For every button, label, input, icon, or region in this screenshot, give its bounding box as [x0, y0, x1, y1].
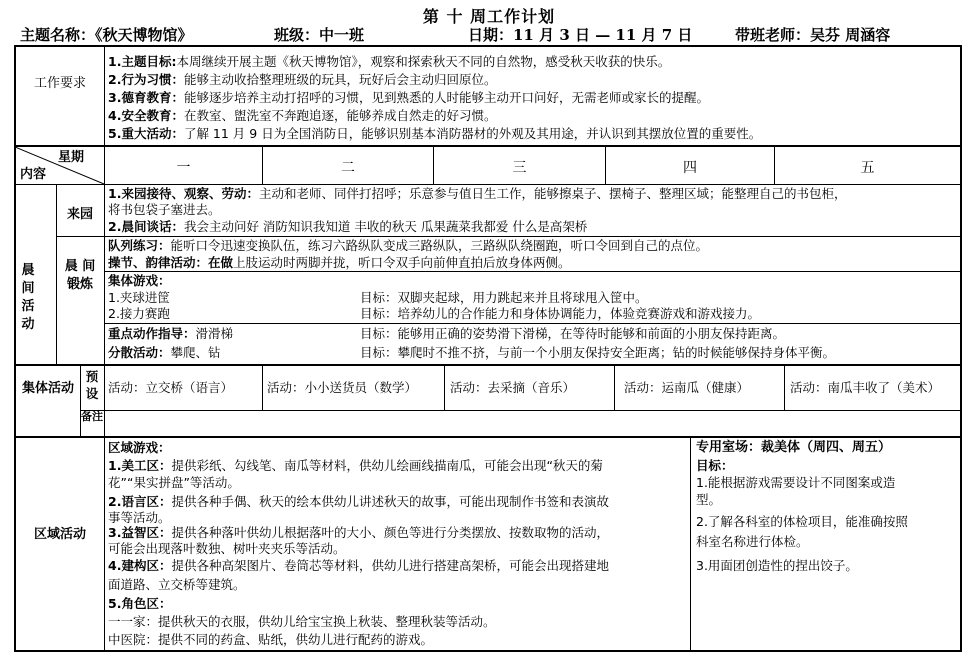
group-game-title: 集体游戏：: [108, 273, 171, 288]
gym-line: 操节、韵律活动：在做上肢运动时两脚并拢，听口令双手向前伸直拍后放身体两侧。: [108, 255, 571, 270]
requirement-item: 5.重大活动：了解 11 月 9 日为全国消防日，能够识别基本消防器材的外观及其用途，并认识到其摆放位置的重要性。: [108, 126, 762, 141]
area-line: 面道路、立交桥等建筑。: [108, 577, 246, 592]
room-goal-label: 目标：: [696, 458, 734, 473]
drill-line: 队列练习：能听口令迅速变换队伍，练习六路纵队变成三路纵队，三路纵队绕圈跑，听口令回到自己的点位。: [108, 238, 709, 253]
area-line: 可能会出现落叶数独、树叶夹夹乐等活动。: [108, 541, 346, 556]
arrival-label: 来园: [66, 207, 93, 222]
weekday-tue: 二: [341, 160, 355, 176]
morning-label: 晨 间 活 动: [21, 263, 35, 332]
area-line: 2.语言区：提供各种手偶、秋天的绘本供幼儿讲述秋天的故事，可能出现制作书签和表演故: [108, 494, 609, 509]
note-label: 备注: [81, 410, 103, 423]
split-activity-goal: 目标：攀爬时不推不挤，与前一个小朋友保持安全距离；钻的时候能够保持身体平衡。: [360, 345, 836, 360]
area-line: 5.角色区：: [108, 596, 172, 611]
room-goal: 2.了解各科室的体检项目，能准确按照: [696, 514, 908, 529]
activity-thu: 活动：运南瓜（健康）: [624, 380, 750, 395]
teacher-names: 带班老师：吴芬 周涵容: [735, 26, 891, 44]
group-activity-label: [16, 380, 80, 398]
area-label: [16, 525, 104, 545]
room-title: 专用室场：裁美体（周四、周五）: [696, 440, 892, 455]
area-label-text: 区域活动: [33, 527, 86, 542]
talk-line: 2.晨间谈话：我会主动问好 消防知识我知道 丰收的秋天 瓜果蔬菜我都爱 什么是高架桥: [108, 219, 588, 234]
activity-tue: 活动：小小送货员（数学）: [267, 380, 418, 395]
date-range: 日期：11 月 3 日 — 11 月 7 日: [468, 26, 693, 44]
weekday-mon: 一: [176, 160, 191, 176]
plan-label: 预设: [85, 369, 99, 401]
area-line: 3.益智区：提供各种落叶供幼儿根据落叶的大小、颜色等进行分类摆放、按数取物的活动，: [108, 525, 609, 540]
area-title: 区域游戏：: [108, 440, 171, 455]
requirement-item: 2.行为习惯：能够主动收拾整理班级的玩具，玩好后会主动归回原位。: [108, 72, 497, 87]
split-activity-line: 分散活动：攀爬、钻: [108, 345, 221, 360]
game-goal: 目标：培养幼儿的合作能力和身体协调能力，体验竞赛游戏和游戏接力。: [360, 306, 761, 321]
area-line: 花”“果实拼盘”等活动。: [108, 475, 240, 490]
requirements-label: 工作要求: [33, 76, 86, 91]
requirement-item: 3.德育教育：能够逐步培养主动打招呼的习惯，见到熟悉的人时能够主动开口问好，无需老师或家长的提醒。: [108, 90, 709, 105]
requirement-item: 4.安全教育：在教室、盥洗室不奔跑追逐，能够养成自然走的好习惯。: [108, 108, 497, 123]
arrival-line: 1.来园接待、观察、劳动：主动和老师、同伴打招呼；乐意参与值日生工作，能够擦桌子、摆椅子、整理区域；能整理自己的书包柜，: [108, 186, 847, 201]
game-goal: 目标：双脚夹起球，用力跳起来并且将球甩入筐中。: [360, 290, 648, 305]
room-goal: 1.能根据游戏需要设计不同图案或造: [696, 475, 896, 490]
weekday-wed: 三: [512, 160, 527, 176]
activity-wed: 活动：去采摘（音乐）: [450, 380, 576, 395]
key-action-goal: 目标：能够用正确的姿势滑下滑梯，在等待时能够和前面的小朋友保持距离。: [360, 326, 786, 341]
corner-weekday-label: 星期: [58, 150, 85, 165]
corner-content-label: 内容: [20, 167, 47, 182]
area-line: 1.美工区：提供彩纸、勾线笔、南瓜等材料，供幼儿绘画线描南瓜，可能会出现“秋天的菊: [108, 458, 603, 473]
exercise-label: 晨 间 锻炼: [64, 259, 96, 292]
activity-mon: 活动：立交桥（语言）: [108, 380, 234, 395]
room-goal: 型。: [696, 492, 722, 507]
key-action-line: 重点动作指导：滑滑梯: [108, 326, 234, 341]
area-line: 一一家：提供秋天的衣服，供幼儿给宝宝换上秋装、整理秋装等活动。: [108, 614, 496, 629]
page-title: 第 十 周工作计划: [422, 7, 556, 26]
theme-name: 主题名称：《秋天博物馆》: [20, 26, 193, 44]
game-name: 1.夹球进筐: [108, 290, 170, 305]
area-line: 4.建构区：提供各种高架图片、卷筒芯等材料，供幼儿进行搭建高架桥，可能会出现搭建地: [108, 558, 609, 573]
weekday-fri: 五: [860, 160, 875, 176]
activity-fri: 活动：南瓜丰收了（美术）: [790, 380, 941, 395]
arrival-line: 将书包袋子塞进去。: [108, 202, 221, 217]
room-goal: 3.用面团创造性的捏出饺子。: [696, 558, 858, 573]
group-activity-label-text: 集体活动: [21, 381, 74, 396]
class-name: 班级：中一班: [274, 26, 365, 44]
room-goal: 科室名称进行体检。: [696, 534, 809, 549]
area-line: 事等活动。: [108, 510, 171, 525]
area-line: 中医院：提供不同的药盒、贴纸，供幼儿进行配药的游戏。: [108, 632, 434, 647]
weekday-thu: 四: [683, 160, 697, 176]
requirement-item: 1.主题目标:本周继续开展主题《秋天博物馆》，观察和探索秋天不同的自然物，感受秋天收获的快乐。: [108, 54, 671, 69]
game-name: 2.接力赛跑: [108, 306, 170, 321]
